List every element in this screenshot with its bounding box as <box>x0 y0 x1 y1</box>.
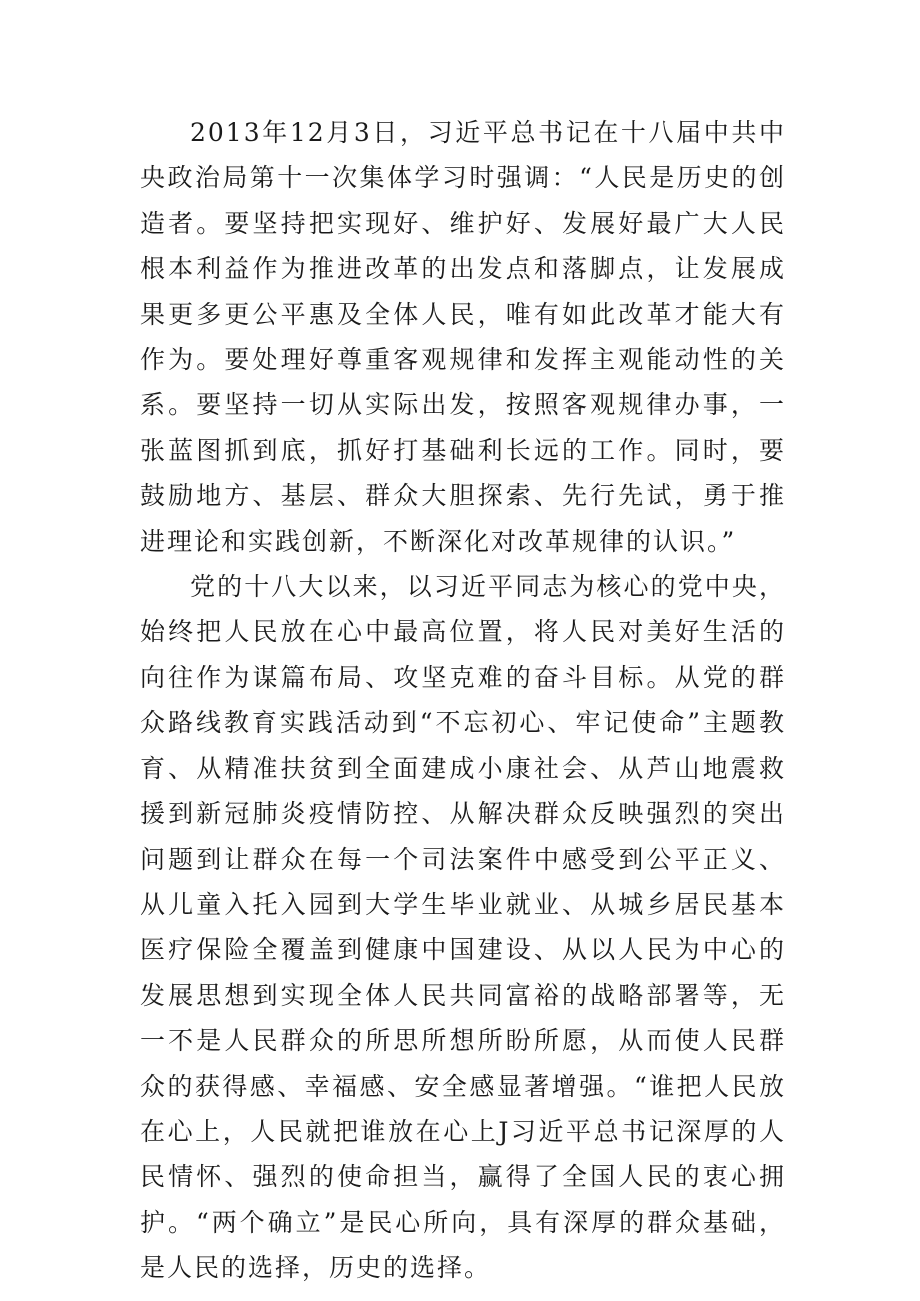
paragraph-1: 2013年12月3日，习近平总书记在十八届中共中央政治局第十一次集体学习时强调：“人民是历史的创造者。要坚持把实现好、维护好、发展好最广大人民根本利益作为推进改革的出发点和落脚点，让发展成果更多更公平惠及全体人民，唯有如此改革才能大有作为。要处理好尊重客观规律和发挥主观能动性的关系。要坚持一切从实际出发，按照客观规律办事，一张蓝图抓到底，抓好打基础利长远的工作。同时，要鼓励地方、基层、群众大胆探索、先行先试，勇于推进理论和实践创新，不断深化对改革规律的认识。” <box>140 118 786 556</box>
body-text <box>140 110 786 1291</box>
paragraph-2: 党的十八大以来，以习近平同志为核心的党中央，始终把人民放在心中最高位置，将人民对美好生活的向往作为谋篇布局、攻坚克难的奋斗目标。从党的群众路线教育实践活动到“不忘初心、牢记使命”主题教育、从精准扶贫到全面建成小康社会、从芦山地震救援到新冠肺炎疫情防控、从解决群众反映强烈的突出问题到让群众在每一个司法案件中感受到公平正义、从儿童入托入园到大学生毕业就业、从城乡居民基本医疗保险全覆盖到健康中国建设、从以人民为中心的发展思想到实现全体人民共同富裕的战略部署等，无一不是人民群众的所思所想所盼所愿，从而使人民群众的获得感、幸福感、安全感显著增强。“谁把人民放在心上，人民就把谁放在心上J习近平总书记深厚的人民情怀、强烈的使命担当，赢得了全国人民的衷心拥护。“两个确立”是民心所向，具有深厚的群众基础，是人民的选择，历史的选择。 <box>140 572 786 1283</box>
